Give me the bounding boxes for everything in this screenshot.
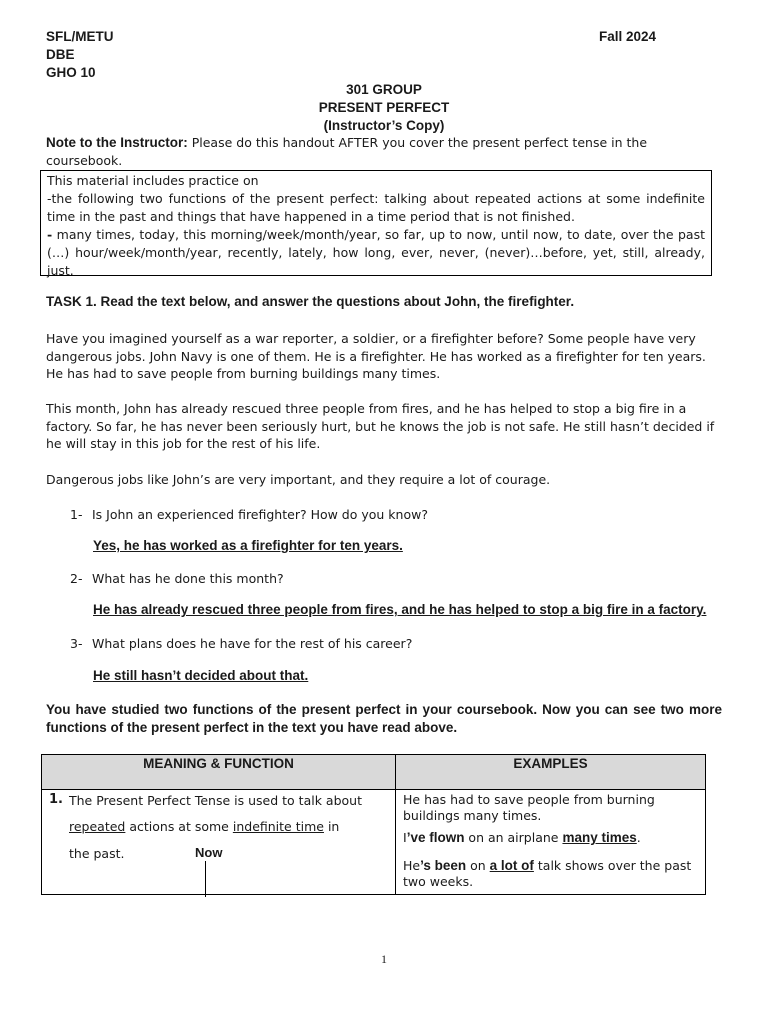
title-topic: PRESENT PERFECT <box>318 100 450 115</box>
box-line-1: This material includes practice on <box>47 173 259 188</box>
table-header-examples: EXAMPLES <box>396 755 706 790</box>
note-text-2: coursebook. <box>46 153 123 168</box>
box-line-3 <box>47 226 705 280</box>
question-number: 1- <box>70 507 83 522</box>
keyword-indefinite-time: indefinite time <box>232 819 324 834</box>
function-table <box>41 754 706 895</box>
example-3 <box>403 858 698 890</box>
org-line-1: SFL/METU <box>46 29 114 44</box>
answer-2: He has already rescued three people from fires, and he has helped to stop a big fire in a factory. <box>93 602 707 617</box>
instructor-note <box>46 134 726 170</box>
answer-1: Yes, he has worked as a firefighter for ten years. <box>93 538 403 553</box>
example-verb: ’ve flown <box>406 830 465 845</box>
example-text: on <box>466 858 490 873</box>
question-3 <box>70 636 412 651</box>
example-1: He has had to save people from burning buildings many times. <box>403 792 655 823</box>
question-text: Is John an experienced firefighter? How do you know? <box>92 507 428 522</box>
org-line-2: DBE <box>46 47 75 62</box>
material-box <box>40 170 712 276</box>
example-time-expression: many times <box>562 830 637 845</box>
box-line-2: -the following two functions of the present perfect: talking about repeated actions at some indefinite time in the past and things that have happened in a time period that is not finished. <box>47 191 705 224</box>
example-text: . <box>636 830 641 845</box>
box-line-3-text: many times, today, this morning/week/month/year, so far, up to now, until now, to date, over the past (…) hour/week/month/year, recently, lately, how long, ever, never, (never)…before, yet, still, already, just. <box>47 227 705 278</box>
title-group: 301 GROUP <box>346 82 422 97</box>
meaning-line-3: the past. <box>69 846 125 861</box>
example-text: on an airplane <box>464 830 563 845</box>
meaning-line-2 <box>69 819 389 834</box>
task1-paragraph-3: Dangerous jobs like John’s are very important, and they require a lot of courage. <box>46 472 551 487</box>
title-copy: (Instructor’s Copy) <box>323 118 445 133</box>
note-lead: Note to the Instructor: <box>46 135 188 150</box>
question-2 <box>70 571 284 586</box>
example-text: I <box>403 830 407 845</box>
timeline-marker <box>205 861 206 897</box>
question-text: What plans does he have for the rest of his career? <box>92 636 413 651</box>
meaning-line-1: The Present Perfect Tense is used to talk about <box>69 793 362 808</box>
example-time-expression: a lot of <box>489 858 534 873</box>
table-header-meaning: MEANING & FUNCTION <box>42 755 396 790</box>
keyword-repeated: repeated <box>69 819 126 834</box>
question-1 <box>70 507 428 522</box>
page-number: 1 <box>381 952 387 966</box>
example-text: He <box>403 858 421 873</box>
task1-heading: TASK 1. Read the text below, and answer the questions about John, the firefighter. <box>46 294 575 309</box>
example-2 <box>403 830 698 846</box>
question-number: 3- <box>70 636 83 651</box>
examples-cell <box>396 790 706 895</box>
org-line-3: GHO 10 <box>46 65 96 80</box>
note-text-1: Please do this handout AFTER you cover the present perfect tense in the <box>187 135 648 150</box>
question-text: What has he done this month? <box>92 571 284 586</box>
question-number: 2- <box>70 571 83 586</box>
box-bullet: - <box>47 227 53 242</box>
example-verb: ’s been <box>420 858 467 873</box>
row-number: 1. <box>49 792 63 807</box>
term: Fall 2024 <box>599 29 657 44</box>
example-text: talk shows over the past two weeks. <box>403 858 692 889</box>
task1-paragraph-2: This month, John has already rescued three people from fires, and he has helped to stop a big fire in a factory. So far, he has never been seriously hurt, but he knows the job is not safe. He still hasn’t decided if he will stay in this job for the rest of his life. <box>46 401 715 451</box>
meaning-cell <box>42 790 396 895</box>
meaning-text: actions at some <box>125 819 233 834</box>
timeline-now-label: Now <box>195 845 223 860</box>
task1-paragraph-1: Have you imagined yourself as a war reporter, a soldier, or a firefighter before? Some people have very dangerous jobs. John Navy is one of them. He is a firefighter. He has worked as a firefighter for ten years. He has had to save people from burning buildings many times. <box>46 331 706 381</box>
answer-3: He still hasn’t decided about that. <box>93 668 309 683</box>
table-row <box>42 790 706 895</box>
summary-text: You have studied two functions of the present perfect in your coursebook. Now you can see two more functions of the present perfect in the text you have read above. <box>46 702 722 735</box>
meaning-text: in <box>323 819 340 834</box>
